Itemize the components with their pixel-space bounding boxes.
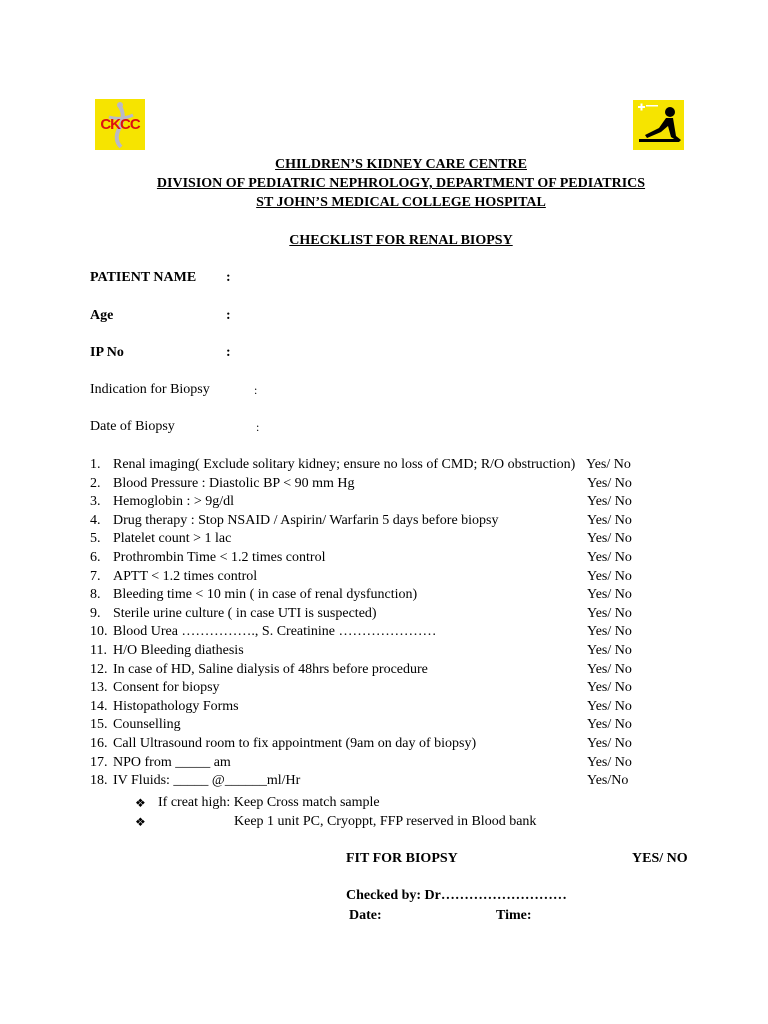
- fit-for-biopsy-label: FIT FOR BIOPSY: [346, 851, 458, 866]
- checklist-item-answer: Yes/ No: [587, 698, 632, 714]
- bullet-icon: ❖: [135, 815, 146, 829]
- checklist-item-number: 9.: [90, 605, 101, 621]
- checklist-item: [90, 587, 690, 605]
- division-name: DIVISION OF PEDIATRIC NEPHROLOGY, DEPARTMENT OF PEDIATRICS: [156, 176, 646, 191]
- checklist-item-answer: Yes/ No: [587, 643, 632, 658]
- checklist-item-number: 10.: [90, 624, 108, 640]
- checklist-item: [90, 643, 690, 661]
- checklist-item-text: Drug therapy : Stop NSAID / Aspirin/ Warfarin 5 days before biopsy: [113, 512, 499, 528]
- checklist-item-text: Histopathology Forms: [113, 698, 239, 714]
- checklist-item-text: Hemoglobin : > 9g/dl: [113, 494, 235, 510]
- checklist-item: [90, 513, 690, 531]
- patient-name-label: PATIENT NAME: [90, 270, 197, 285]
- checklist-item-number: 6.: [90, 550, 101, 565]
- checklist-item-number: 17.: [90, 754, 108, 770]
- checklist-item-answer: Yes/ No: [587, 475, 632, 491]
- checklist-item-text: Blood Pressure : Diastolic BP < 90 mm Hg: [113, 475, 355, 491]
- checklist-item-number: 7.: [90, 568, 101, 584]
- checklist-item: [90, 476, 690, 494]
- checklist-item: [90, 736, 690, 754]
- checked-by: Checked by: Dr………………………: [346, 888, 567, 903]
- ip-no-colon: :: [226, 345, 231, 360]
- checklist-item-number: 3.: [90, 494, 101, 510]
- patient-name-colon: :: [226, 270, 231, 285]
- checklist-item-number: 2.: [90, 475, 101, 491]
- checklist-item-number: 18.: [90, 773, 108, 789]
- checklist-item-answer: Yes/ No: [587, 661, 632, 677]
- time-label: Time:: [496, 908, 532, 923]
- checklist-item-text: Prothrombin Time < 1.2 times control: [113, 550, 326, 565]
- checklist-item-answer: Yes/ No: [586, 457, 631, 472]
- checklist-item: [90, 680, 690, 698]
- age-colon: :: [226, 308, 231, 323]
- age-label: Age: [90, 308, 114, 323]
- checklist-item-answer: Yes/ No: [587, 605, 632, 621]
- checklist-item-text: IV Fluids: _____ @______ml/Hr: [113, 773, 301, 789]
- checklist-item: [90, 494, 690, 512]
- checklist-item: [90, 531, 690, 549]
- checklist-item-answer: Yes/ No: [587, 512, 632, 528]
- checklist-item-answer: Yes/ No: [587, 717, 632, 733]
- checklist-item: [90, 773, 690, 791]
- centre-name: CHILDREN’S KIDNEY CARE CENTRE: [275, 157, 527, 172]
- checklist-item-answer: Yes/ No: [587, 624, 632, 640]
- checklist-item-text: Counselling: [113, 717, 181, 733]
- checklist-item-number: 13.: [90, 680, 108, 696]
- checklist-item: [90, 457, 690, 475]
- reclining-person-icon: [633, 100, 684, 150]
- checklist-item-number: 4.: [90, 512, 101, 528]
- checklist-item-answer: Yes/ No: [587, 568, 632, 584]
- date-of-biopsy-label: Date of Biopsy: [90, 419, 175, 434]
- checklist-item: [90, 550, 690, 568]
- indication-label: Indication for Biopsy: [90, 382, 210, 397]
- bullet-icon: ❖: [135, 796, 146, 810]
- ip-no-label: IP No: [90, 345, 124, 360]
- checklist-item-number: 1.: [90, 457, 101, 472]
- checklist-item-answer: Yes/ No: [587, 550, 632, 565]
- checklist-item: [90, 569, 690, 587]
- checklist-item-number: 8.: [90, 587, 101, 603]
- logo-text: CKCC: [100, 116, 140, 133]
- checklist-item-number: 15.: [90, 717, 108, 733]
- bullet-blood-bank: Keep 1 unit PC, Cryoppt, FFP reserved in Blood bank: [234, 814, 537, 829]
- checklist-item-text: Sterile urine culture ( in case UTI is suspected): [113, 605, 377, 621]
- checklist-item-text: H/O Bleeding diathesis: [113, 643, 244, 658]
- ckcc-logo: [95, 99, 145, 150]
- checklist-item-text: In case of HD, Saline dialysis of 48hrs before procedure: [113, 661, 428, 677]
- checklist-item-text: Blood Urea ……………., S. Creatinine …………………: [113, 624, 437, 640]
- checklist-item-text: Platelet count > 1 lac: [113, 531, 232, 547]
- checklist-item-text: NPO from _____ am: [113, 754, 231, 770]
- date-label: Date:: [349, 908, 382, 923]
- checklist-item: [90, 662, 690, 680]
- checklist-item-number: 14.: [90, 698, 108, 714]
- checklist-item-answer: Yes/ No: [587, 736, 632, 751]
- date-of-biopsy-colon: :: [256, 420, 260, 434]
- checklist-item-answer: Yes/ No: [587, 587, 632, 603]
- kidney-care-logo: [633, 100, 684, 150]
- checklist-item-number: 16.: [90, 736, 108, 751]
- checklist-item-answer: Yes/ No: [587, 494, 632, 510]
- checklist-item: [90, 624, 690, 642]
- checklist-item-answer: Yes/ No: [587, 531, 632, 547]
- bullet-cross-match: If creat high: Keep Cross match sample: [158, 795, 380, 810]
- checklist-item: [90, 606, 690, 624]
- checklist-item-text: Bleeding time < 10 min ( in case of renal dysfunction): [113, 587, 418, 603]
- checklist-item-text: Call Ultrasound room to fix appointment (9am on day of biopsy): [113, 736, 477, 751]
- checklist-item: [90, 717, 690, 735]
- checklist-item-number: 5.: [90, 531, 101, 547]
- indication-colon: :: [254, 383, 258, 397]
- checklist-item-text: Consent for biopsy: [113, 680, 220, 696]
- checklist-item: [90, 699, 690, 717]
- fit-for-biopsy-answer: YES/ NO: [632, 851, 688, 866]
- checklist-item-answer: Yes/No: [587, 773, 629, 789]
- checklist-item-text: Renal imaging( Exclude solitary kidney; ensure no loss of CMD; R/O obstruction): [113, 457, 576, 472]
- checklist-item-text: APTT < 1.2 times control: [113, 568, 258, 584]
- checklist-item-number: 11.: [90, 643, 107, 658]
- checklist-item-answer: Yes/ No: [587, 754, 632, 770]
- checklist-item-number: 12.: [90, 661, 108, 677]
- checklist-item-answer: Yes/ No: [587, 680, 632, 696]
- checklist-item: [90, 755, 690, 773]
- hospital-name: ST JOHN’S MEDICAL COLLEGE HOSPITAL: [256, 195, 546, 210]
- page-title: CHECKLIST FOR RENAL BIOPSY: [289, 233, 513, 248]
